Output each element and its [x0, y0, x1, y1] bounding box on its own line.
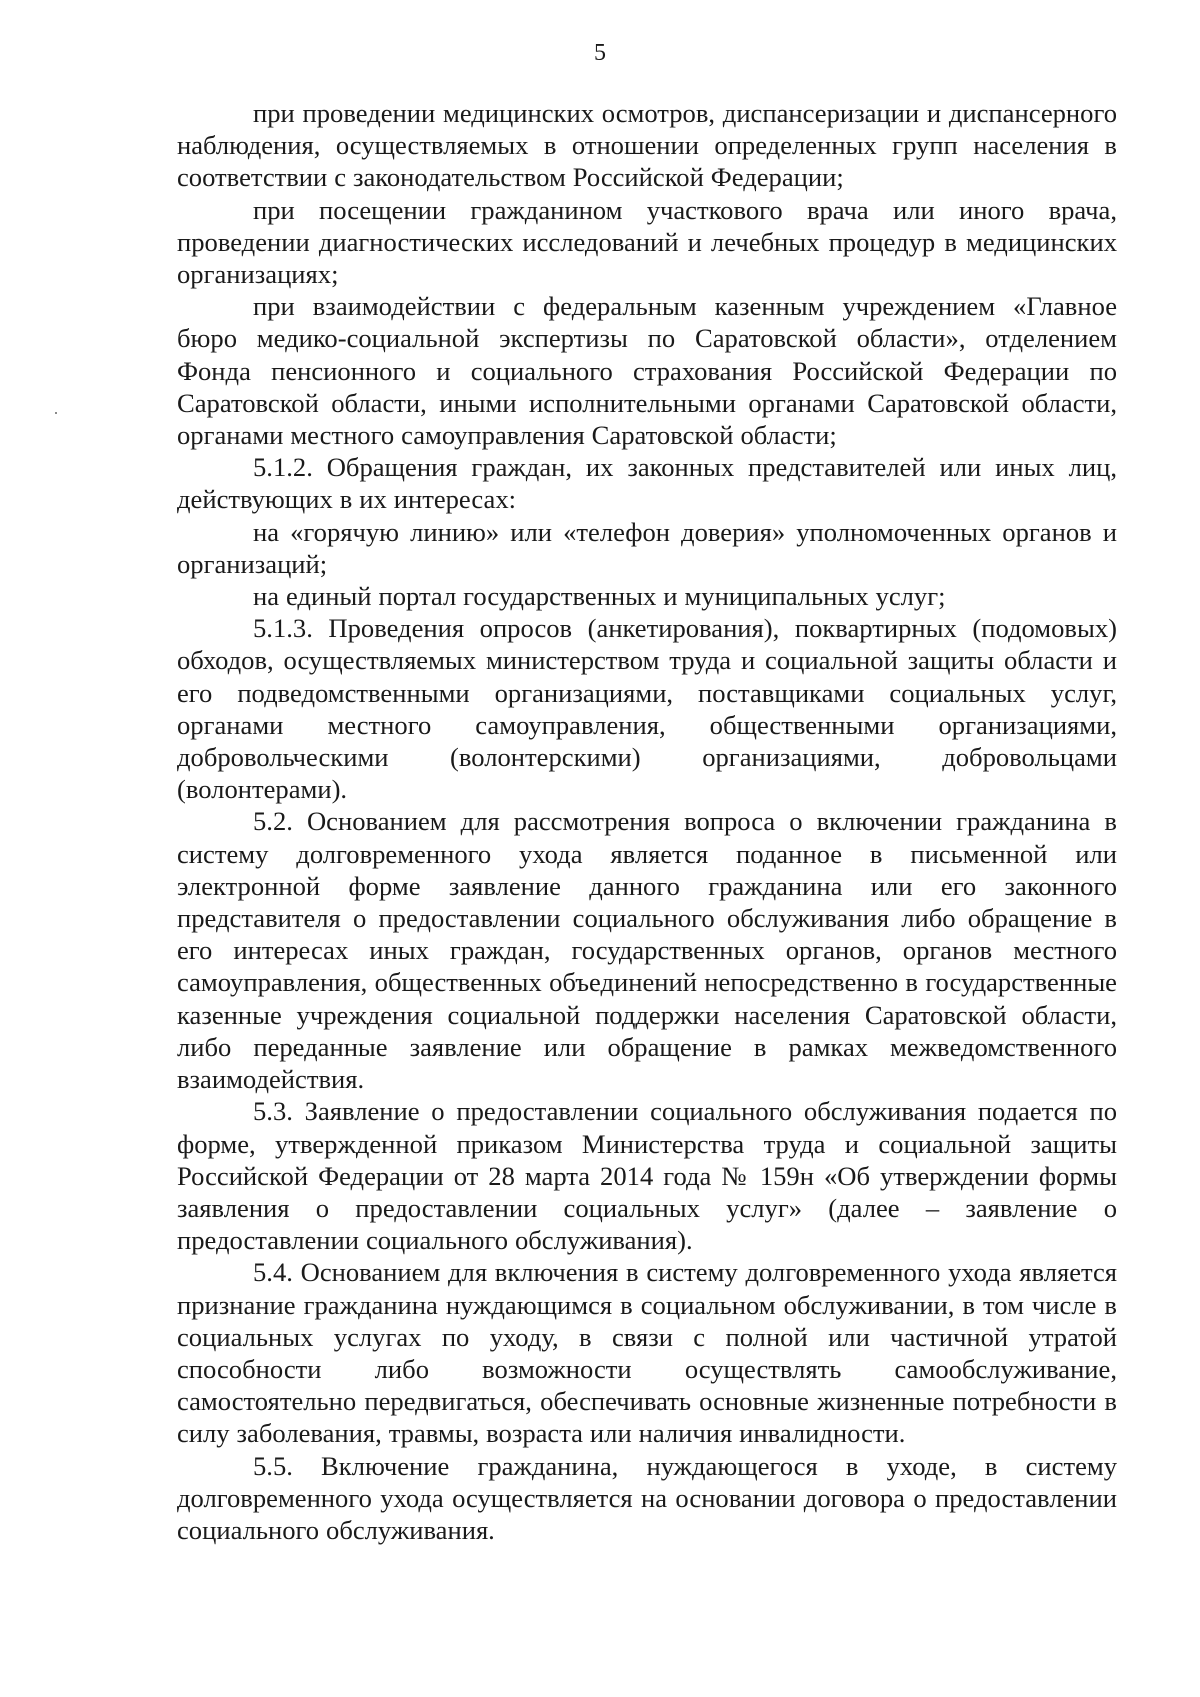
- page-number: 5: [594, 40, 606, 66]
- paragraph-5-1-2: 5.1.2. Обращения граждан, их законных представителей или иных лиц, действующих в их интересах:: [177, 452, 1117, 515]
- paragraph-5-1-3: 5.1.3. Проведения опросов (анкетирования), поквартирных (подомовых) обходов, осуществляемых министерством труда и социальной защиты области и его подведомственными организациями, поставщиками социальных услуг, органами местного самоуправления, общественными организациями, добровольческими (волонтерскими) организациями, добровольцами (волонтерами).: [177, 613, 1117, 805]
- scan-speck: [55, 412, 57, 414]
- paragraph-interaction-institutions: при взаимодействии с федеральным казенным учреждением «Главное бюро медико-социальной экспертизы по Саратовской области», отделением Фонда пенсионного и социального страхования Российской Федерации по Саратовской области, иными исполнительными органами Саратовской области, органами местного самоуправления Саратовской области;: [177, 291, 1117, 451]
- document-body: [177, 97, 1117, 1546]
- paragraph-5-3: 5.3. Заявление о предоставлении социального обслуживания подается по форме, утвержденной приказом Министерства труда и социальной защиты Российской Федерации от 28 марта 2014 года № 159н «Об утверждении формы заявления о предоставлении социальных услуг» (далее – заявление о предоставлении социального обслуживания).: [177, 1096, 1117, 1256]
- paragraph-5-2: 5.2. Основанием для рассмотрения вопроса о включении гражданина в систему долговременного ухода является поданное в письменной или электронной форме заявление данного гражданина или его законного представителя о предоставлении социального обслуживания либо обращение в его интересах иных граждан, государственных органов, органов местного самоуправления, общественных объединений непосредственно в государственные казенные учреждения социальной поддержки населения Саратовской области, либо переданные заявление или обращение в рамках межведомственного взаимодействия.: [177, 806, 1117, 1095]
- paragraph-unified-portal: на единый портал государственных и муниципальных услуг;: [253, 581, 946, 612]
- paragraph-hotline: на «горячую линию» или «телефон доверия» уполномоченных органов и организаций;: [177, 516, 1117, 579]
- paragraph-5-5: 5.5. Включение гражданина, нуждающегося в уходе, в систему долговременного ухода осуществляется на основании договора о предоставлении социального обслуживания.: [177, 1450, 1117, 1545]
- paragraph-5-4: 5.4. Основанием для включения в систему долговременного ухода является признание гражданина нуждающимся в социальном обслуживании, в том числе в социальных услугах по уходу, в связи с полной или частичной утратой способности либо возможности осуществлять самообслуживание, самостоятельно передвигаться, обеспечивать основные жизненные потребности в силу заболевания, травмы, возраста или наличия инвалидности.: [177, 1257, 1117, 1449]
- paragraph-doctor-visit: при посещении гражданином участкового врача или иного врача, проведении диагностических исследований и лечебных процедур в медицинских организациях;: [177, 194, 1117, 290]
- paragraph-medical-examinations: при проведении медицинских осмотров, диспансеризации и диспансерного наблюдения, осуществляемых в отношении определенных групп населения в соответствии с законодательством Российской Федерации;: [177, 98, 1117, 193]
